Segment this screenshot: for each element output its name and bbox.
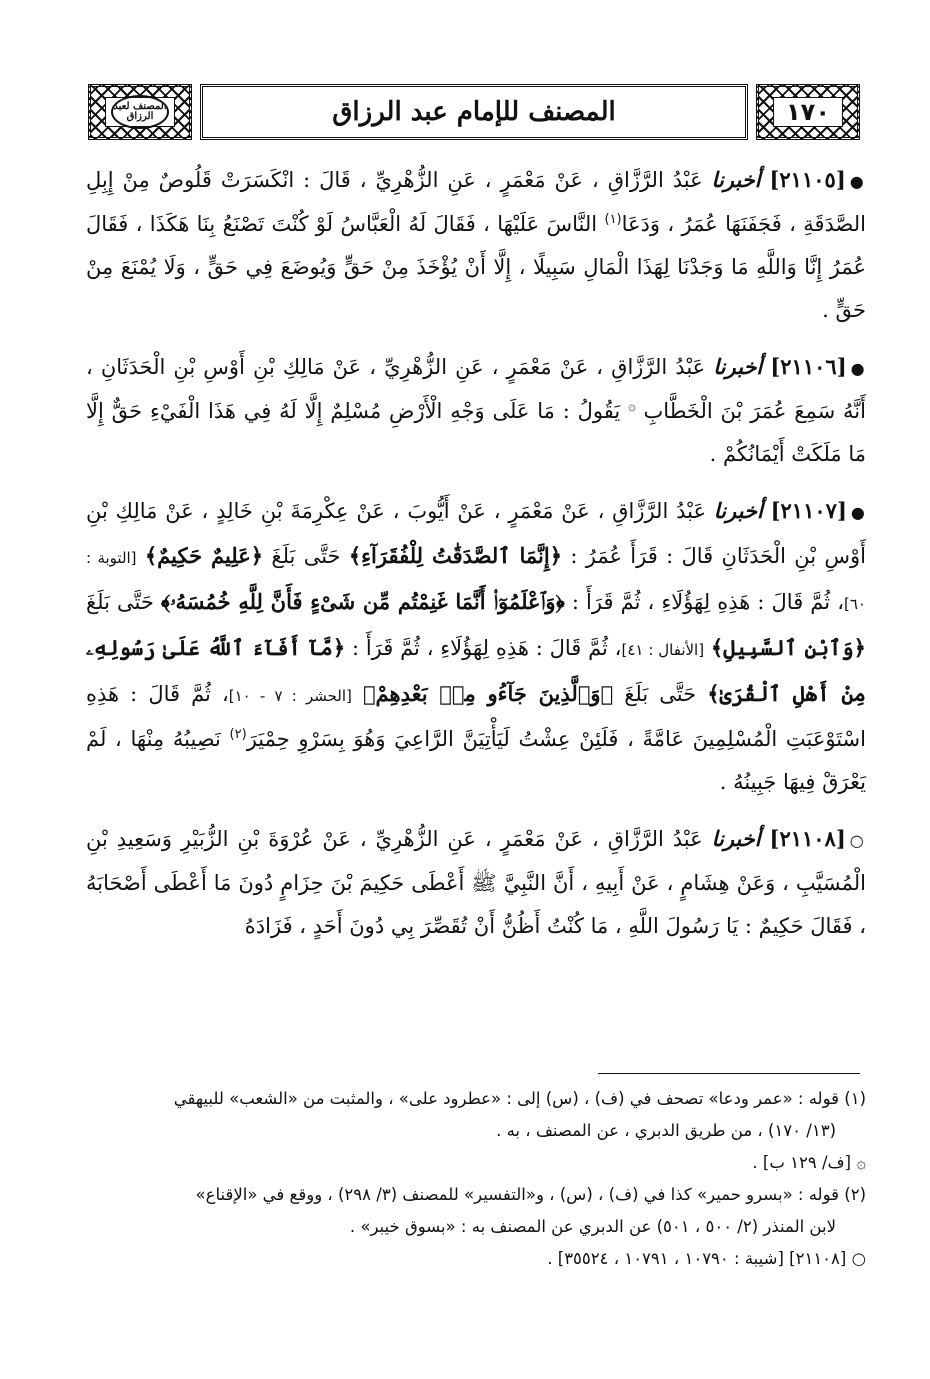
hadith-marker: ○ [849,831,866,850]
page-header [88,84,860,140]
isnad-start: أخبرنا [713,354,763,379]
book-emblem: المصنف لعبد الرزاق [111,95,169,129]
isnad-start: أخبرنا [713,498,763,523]
hadith-text: ، ثُمَّ قَالَ : هَذِهِ اسْتَوْعَبَتِ الْمُسْلِمِينَ عَامَّةً ، فَلَئِنْ عِشْتُ لَيَأْتِيَنَّ الرَّاعِيَ وَهُوَ بِسَرْوِ حِمْيَرَ [86,682,866,751]
hadith-21107 [86,489,866,804]
page-number: ١٧٠ [786,98,830,126]
hadith-marker: ● [850,359,866,378]
footnote-1-continued: (١٣/ ١٧٠) ، من طريق الدبري ، عن المصنف ، به . [496,1121,836,1140]
hadith-21106 [86,345,866,476]
hadith-text-continued: النَّاسَ عَلَيْهَا ، فَقَالَ لَهُ الْعَبَّاسُ لَوْ كُنْتَ تَصْنَعُ بِنَا هَكَذَا ، فَقَالَ عُمَرُ إِنَّا وَاللَّهِ مَا وَجَدْنَا لِهَذَا الْمَالِ سَبِيلًا ، إِلَّا أَنْ يُؤْخَذَ مِنْ حَقٍّ وَيُوضَعَ فِي حَقٍّ ، وَلَا يُمْنَعَ مِنْ حَقٍّ . [86,212,866,322]
folio-mark: ۞ [628,399,636,414]
hadith-number: [٢١١٠٨] [769,826,846,851]
footnote-2-continued: لابن المنذر (٢/ ٥٠٠ ، ٥٠١) عن الدبري عن المصنف به : «بسوق خيبر» . [349,1217,836,1236]
running-title: المصنف للإمام عبد الرزاق [332,97,616,127]
hadith-text: ، ثُمَّ قَالَ : هَذِهِ لِهَؤُلَاءِ ، ثُمَّ قَرَأَ : [351,636,622,660]
hadith-text-continued: يَقُولُ : مَا عَلَى وَجْهِ الْأَرْضِ مُسْلِمٌ إِلَّا لَهُ فِي هَذَا الْفَيْءِ حَقٌّ إِلَّا مَا مَلَكَتْ أَيْمَانُكُمْ . [86,399,866,466]
hadith-text: عَبْدُ الرَّزَّاقِ ، عَنْ مَعْمَرٍ ، عَنِ الزُّهْرِيِّ ، قَالَ : انْكَسَرَتْ قَلُوصٌ مِنْ إِبِلِ الصَّدَقَةِ ، فَجَفَنَهَا عُمَرُ ، وَدَعَا [86,168,866,236]
hadith-number: [٢١١٠٦] [770,354,847,379]
hadith-text: عَبْدُ الرَّزَّاقِ ، عَنْ مَعْمَرٍ ، عَنْ أَيُّوبَ ، عَنْ عِكْرِمَةَ بْنِ خَالِدٍ ، عَنْ مَالِكِ بْنِ أَوْسِ بْنِ الْحَدَثَانِ قَالَ : قَرَأَ عُمَرُ : [86,499,866,568]
quran-quote: ﴿وَٱبْنِ ٱلسَّبِيلِ﴾ [710,635,866,660]
page-number-frame [773,97,843,127]
main-text [86,158,866,961]
hadith-text: ، ثُمَّ قَالَ : هَذِهِ لِهَؤُلَاءِ ، ثُمَّ قَرَأَ : [571,590,844,614]
footnote-ref-2: (٢) [229,727,247,742]
quran-quote: ﴿إِنَّمَا ٱلصَّدَقَٰتُ لِلْفُقَرَآءِ﴾ [348,543,563,568]
isnad-start: أخبرنا [711,167,761,192]
page-number-box [756,84,860,140]
hadith-21105 [86,158,866,332]
hadith-text: عَبْدُ الرَّزَّاقِ ، عَنْ مَعْمَرٍ ، عَنِ الزُّهْرِيِّ ، عَنْ مَالِكِ بْنِ أَوْسِ بْنِ الْحَدَثَانِ ، أَنَّهُ سَمِعَ عُمَرَ بْنَ الْخَطَّابِ [86,355,866,423]
footnote-2: (٢) قوله : «بسرو حمير» كذا في (ف) ، (س) ، و«التفسير» للمصنف (٣/ ٢٩٨) ، ووقع في «الإقناع» [195,1185,866,1204]
footnotes [86,1083,866,1275]
quran-quote: ﴿وَٱلَّذِينَ جَآءُو مِنۢ بَعْدِهِمْ﴾ [362,681,614,706]
footnote-separator [598,1073,860,1074]
title-frame [200,84,748,140]
hadith-text: حَتَّى بَلَغَ [624,682,697,706]
quran-quote: ﴿مَّآ أَفَآءَ ٱللَّهُ عَلَىٰ رَسُولِهِۦ مِنْ أَهْلِ ٱلْقُرَىٰ﴾ [86,635,866,706]
footnote-folio: ۞ [ف/ ١٢٩ ب] . [752,1153,866,1172]
hadith-number: [٢١١٠٥] [769,167,846,192]
quran-quote: ﴿وَٱعْلَمُوٓا۟ أَنَّمَا غَنِمْتُم مِّن شَىْءٍ فَأَنَّ لِلَّهِ خُمُسَهُۥ﴾ [160,589,565,614]
footnote-1: (١) قوله : «عمر ودعا» تصحف في (ف) ، (س) إلى : «عطرود على» ، والمثبت من «الشعب» للبيهقي [173,1089,866,1108]
hadith-21108 [86,817,866,948]
hadith-marker: ● [850,503,866,522]
hadith-number: [٢١١٠٧] [770,498,847,523]
footnote-ref-1: (١) [604,212,622,227]
hadith-text: حَتَّى بَلَغَ [86,590,154,614]
hadith-marker: ● [849,172,866,191]
emblem-box [88,84,192,140]
isnad-start: أخبرنا [711,826,761,851]
hadith-text: حَتَّى بَلَغَ [271,544,341,568]
hadith-text-continued: نَصِيبُهُ مِنْهَا ، لَمْ يَعْرَقْ فِيهَا جَبِينُهُ . [86,727,866,794]
footnote-source: ○ [٢١١٠٨] [شيبة : ١٠٧٩٠ ، ١٠٧٩١ ، ٣٥٥٢٤] . [547,1249,866,1268]
surah-reference: [الحشر : ٧ - ١٠] [228,687,352,705]
hadith-text: عَبْدُ الرَّزَّاقِ ، عَنْ مَعْمَرٍ ، عَنِ الزُّهْرِيِّ ، عَنْ عُرْوَةَ بْنِ الزُّبَيْرِ وَسَعِيدِ بْنِ الْمُسَيَّبِ ، وَعَنْ هِشَامٍ ، عَنْ أَبِيهِ ، أَنَّ النَّبِيَّ ﷺ أَعْطَى حَكِيمَ بْنَ حِزَامٍ دُونَ مَا أَعْطَى أَصْحَابَهُ ، فَقَالَ حَكِيمٌ : يَا رَسُولَ اللَّهِ ، مَا كُنْتُ أَظُنُّ أَنْ تُقَصِّرَ بِي دُونَ أَحَدٍ ، فَزَادَهُ [86,827,866,938]
quran-quote: ﴿عَلِيمٌ حَكِيمٌ﴾ [144,543,264,568]
surah-reference: [الأنفال : ٤١] [621,641,705,659]
surah-reference: [التوبة : ٦٠] [86,549,866,613]
emblem-frame [105,97,175,127]
